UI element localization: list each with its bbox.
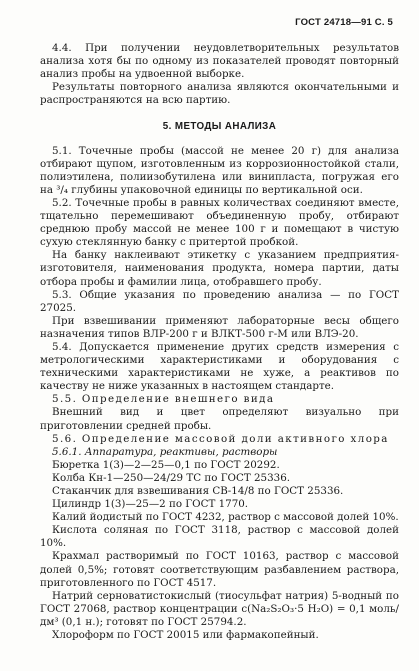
paragraph-4-4: 4.4. При получении неудовлетворительных результатов анализа хотя бы по одному из показателей проводят повторный анализ пробы на удвоенной выборке.	[40, 42, 399, 81]
item-sodium-thiosulfate: Натрий серноватистокислый (тиосульфат натрия) 5-водный по ГОСТ 27068, раствор концентрации c(Na₂S₂O₃·5 H₂O) = 0,1 моль/дм³ (0,1 н.); готовят по ГОСТ 25794.2.	[40, 589, 399, 628]
item-chloroform: Хлороформ по ГОСТ 20015 или фармакопейный.	[52, 629, 319, 642]
paragraph-5-2: 5.2. Точечные пробы в равных количествах соединяют вместе, тщательно перемешивают объединенную пробу, отбирают среднюю пробу массой не менее 100 г и помещают в чистую сухую стеклянную банку с притертой пробкой.	[40, 196, 399, 249]
paragraph-weighing: При взвешивании применяют лабораторные весы общего назначения типов ВЛР-200 г и ВЛКТ-500 г-М или ВЛЭ-20.	[40, 314, 399, 340]
paragraph-5-4: 5.4. Допускается применение других средств измерения с метрологическими характеристиками и оборудования с техническими характеристиками не хуже, а реактивов по качеству не ниже указанных в настоящем стандарте.	[40, 340, 399, 393]
paragraph-appearance: Внешний вид и цвет определяют визуально при приготовлении средней пробы.	[40, 406, 399, 432]
paragraph-5-3: 5.3. Общие указания по проведению анализа — по ГОСТ 27025.	[40, 288, 399, 314]
paragraph-5-6: 5.6. Определение массовой доли активного хлора	[52, 432, 389, 445]
item-flask: Колба Кн-1—250—24/29 ТС по ГОСТ 25336.	[52, 471, 291, 484]
paragraph-label: На банку наклеивают этикетку с указанием предприятия-изготовителя, наименования продукта, номера партии, даты отбора пробы и фамилии лица, отобравшего пробу.	[40, 249, 399, 288]
item-starch: Крахмал растворимый по ГОСТ 10163, раствор с массовой долей 0,5%; готовят соответствующим разбавлением раствора, приготовленного по ГОСТ 4517.	[40, 550, 399, 589]
page-content	[40, 42, 399, 642]
paragraph-5-1: 5.1. Точечные пробы (массой не менее 20 г) для анализа отбирают щупом, изготовленным из коррозионностойкой стали, полиэтилена, полиизобутилена или винипласта, погружая его на ³/₄ глубины упаковочной единицы по вертикальной оси.	[40, 144, 399, 196]
paragraph-5-6-1: 5.6.1. Аппаратура, реактивы, растворы	[52, 445, 278, 458]
section-heading: 5. МЕТОДЫ АНАЛИЗА	[162, 121, 277, 133]
item-cylinder: Цилиндр 1(3)—25—2 по ГОСТ 1770.	[52, 498, 249, 511]
item-hydrochloric-acid: Кислота соляная по ГОСТ 3118, раствор с массовой долей 10%.	[40, 524, 399, 550]
item-potassium-iodide: Калий йодистый по ГОСТ 4232, раствор с массовой долей 10%.	[52, 511, 399, 524]
paragraph-results: Результаты повторного анализа являются окончательными и распространяются на всю партию.	[40, 81, 399, 107]
page-header: ГОСТ 24718—91 С. 5	[295, 17, 393, 28]
paragraph-5-5: 5.5. Определение внешнего вида	[52, 393, 275, 406]
item-weighing-cup: Стаканчик для взвешивания СВ-14/8 по ГОСТ 25336.	[52, 485, 344, 497]
item-burette: Бюретка 1(3)—2—25—0,1 по ГОСТ 20292.	[52, 458, 280, 471]
